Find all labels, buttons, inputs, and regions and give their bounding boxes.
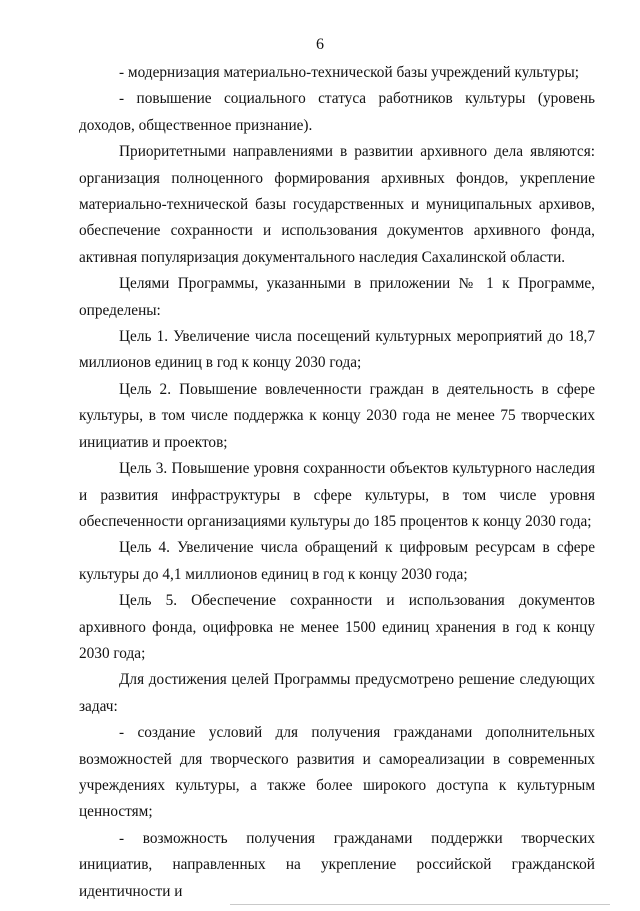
paragraph: Целями Программы, указанными в приложении № 1 к Программе, определены: bbox=[79, 275, 595, 319]
paragraph: - модернизация материально-технической базы учреждений культуры; bbox=[119, 64, 580, 81]
paragraph: - создание условий для получения гражданами дополнительных возможностей для творческого развития и самореализации в современных учреждениях культуры, а также более широкого доступа к культурным ценностям; bbox=[79, 724, 595, 821]
paragraph: Цель 1. Увеличение числа посещений культурных мероприятий до 18,7 миллионов единиц в год к концу 2030 года; bbox=[79, 328, 595, 372]
page-number: 6 bbox=[316, 36, 324, 53]
document-body bbox=[79, 60, 595, 905]
paragraph: Приоритетными направлениями в развитии архивного дела являются: организация полноценного формирования архивных фондов, укрепление материально-технической базы государственных и муниципальных архивов, обеспечение сохранности и использования документов архивного фонда, активная популяризация документального наследия Сахалинской области. bbox=[79, 143, 595, 266]
paragraph: Цель 2. Повышение вовлеченности граждан в деятельность в сфере культуры, в том числе поддержка к концу 2030 года не менее 75 творческих инициатив и проектов; bbox=[79, 380, 595, 451]
paragraph: Цель 3. Повышение уровня сохранности объектов культурного наследия и развития инфраструктуры в сфере культуры, в том числе уровня обеспеченности организациями культуры до 185 процентов к концу 2030 года; bbox=[79, 460, 595, 530]
paragraph: - возможность получения гражданами поддержки творческих инициатив, направленных на укрепление российской гражданской идентичности и bbox=[79, 829, 595, 900]
scan-edge-line bbox=[230, 904, 610, 905]
paragraph: - повышение социального статуса работников культуры (уровень доходов, общественное признание). bbox=[79, 90, 595, 134]
paragraph: Цель 4. Увеличение числа обращений к цифровым ресурсам в сфере культуры до 4,1 миллионов единиц в год к концу 2030 года; bbox=[79, 539, 595, 583]
paragraph: Для достижения целей Программы предусмотрено решение следующих задач: bbox=[79, 671, 595, 715]
paragraph: Цель 5. Обеспечение сохранности и использования документов архивного фонда, оцифровка не менее 1500 единиц хранения в год к концу 2030 года; bbox=[79, 592, 595, 662]
